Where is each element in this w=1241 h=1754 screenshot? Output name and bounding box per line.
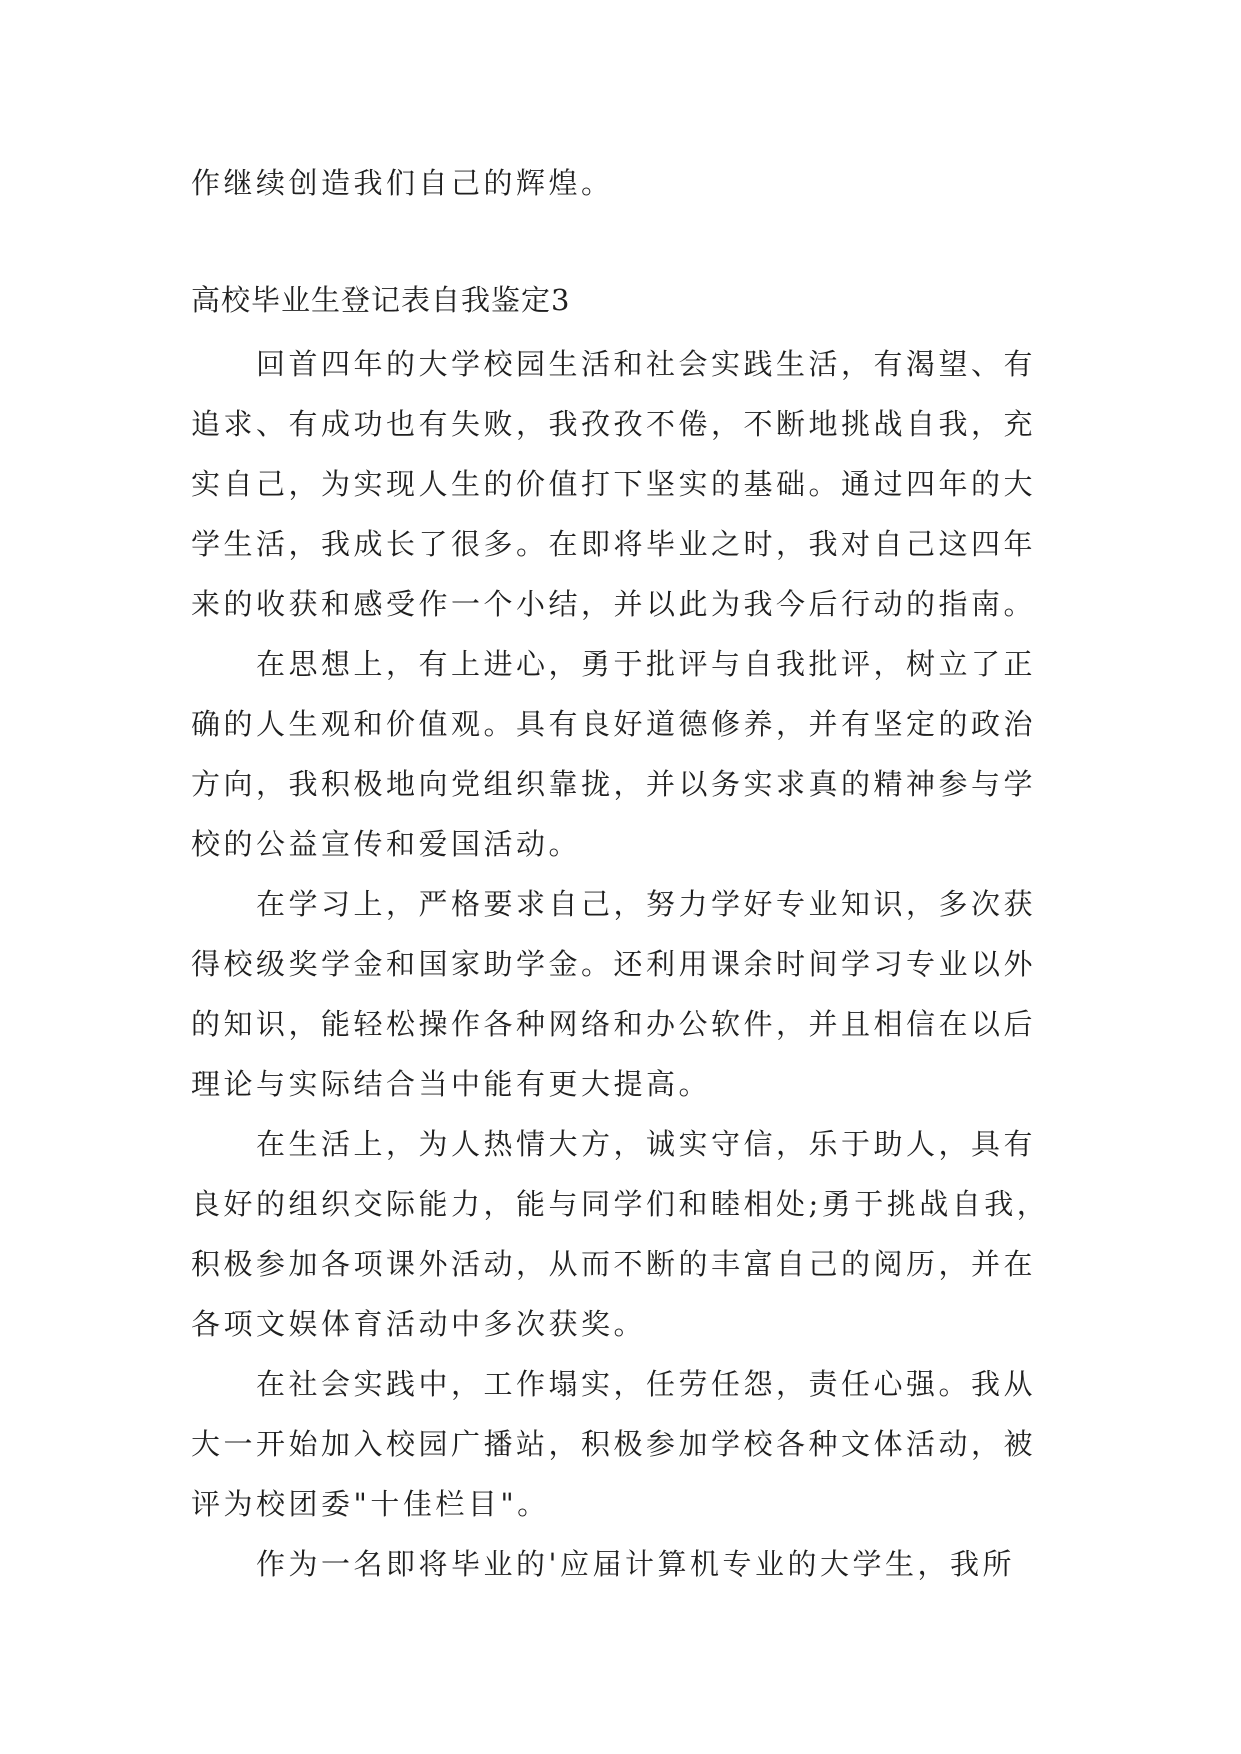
text-line: 作继续创造我们自己的辉煌。 xyxy=(191,166,614,200)
text-line: 各项文娱体育活动中多次获奖。 xyxy=(191,1307,647,1341)
section-heading: 高校毕业生登记表自我鉴定3 xyxy=(191,283,571,317)
text-line: 在生活上，为人热情大方，诚实守信，乐于助人，具有 xyxy=(256,1127,1037,1161)
text-line: 在思想上，有上进心，勇于批评与自我批评，树立了正 xyxy=(256,647,1037,681)
text-line: 方向，我积极地向党组织靠拢，并以务实求真的精神参与学 xyxy=(191,767,1037,801)
text-line: 回首四年的大学校园生活和社会实践生活，有渴望、有 xyxy=(256,347,1037,381)
text-line: 作为一名即将毕业的'应届计算机专业的大学生，我所 xyxy=(256,1547,1015,1581)
text-line: 实自己，为实现人生的价值打下坚实的基础。通过四年的大 xyxy=(191,467,1037,501)
text-line: 在学习上，严格要求自己，努力学好专业知识，多次获 xyxy=(256,887,1037,921)
text-line: 校的公益宣传和爱国活动。 xyxy=(191,827,582,861)
text-line: 的知识，能轻松操作各种网络和办公软件，并且相信在以后 xyxy=(191,1007,1037,1041)
text-line: 积极参加各项课外活动，从而不断的丰富自己的阅历，并在 xyxy=(191,1247,1037,1281)
text-line: 追求、有成功也有失败，我孜孜不倦，不断地挑战自我，充 xyxy=(191,407,1037,441)
text-line: 评为校团委"十佳栏目"。 xyxy=(191,1487,550,1521)
text-line: 确的人生观和价值观。具有良好道德修养，并有坚定的政治 xyxy=(191,707,1037,741)
text-line: 得校级奖学金和国家助学金。还利用课余时间学习专业以外 xyxy=(191,947,1037,981)
text-line: 在社会实践中，工作塌实，任劳任怨，责任心强。我从 xyxy=(256,1367,1037,1401)
continued-paragraph xyxy=(191,153,1051,213)
text-line: 大一开始加入校园广播站，积极参加学校各种文体活动，被 xyxy=(191,1427,1037,1461)
text-line: 学生活，我成长了很多。在即将毕业之时，我对自己这四年 xyxy=(191,527,1037,561)
text-line: 良好的组织交际能力，能与同学们和睦相处;勇于挑战自我， xyxy=(191,1187,1050,1221)
text-line: 理论与实际结合当中能有更大提高。 xyxy=(191,1067,712,1101)
body-text xyxy=(191,334,1051,1594)
text-line: 来的收获和感受作一个小结，并以此为我今后行动的指南。 xyxy=(191,587,1037,621)
